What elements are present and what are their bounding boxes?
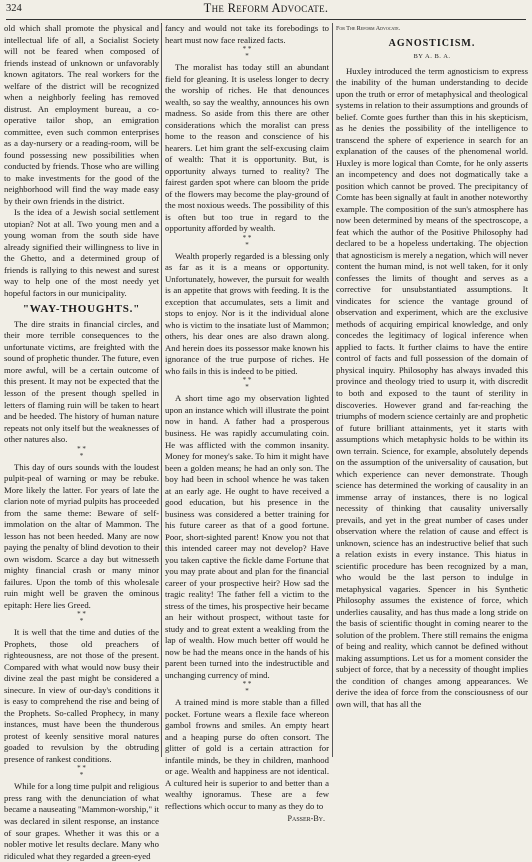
column-2 [165, 23, 329, 824]
article-title: AGNOSTICISM. [388, 37, 476, 49]
for-line: For The Reform Advocate. [336, 26, 401, 32]
header-rule [6, 19, 526, 20]
byline: BY A. B. A. [413, 53, 451, 61]
column-divider [332, 23, 333, 757]
paragraph: fancy and would not take its forebodings to heart must now face realized facts. [165, 23, 329, 45]
paragraph: old which shall promote the physical and intellectual life of all, a Socialist Society will not be feared when composed of friends instead of unknown or unfavorably known agitators. The real workers for the welfare of the district will be recognized when a neighborly feeling has removed distrust. An employment bureau, a co-operative tailor shop, an emigration committee, even such common enterprises as a day-nursery or a reading-room, will be found possessing new possibilities when conducted by friends. Those who are willing to make investments for the good of the neighborhood will find the way made easy by their own friends in the district. [4, 23, 159, 206]
asterism: * * * [242, 376, 252, 392]
paragraph: A trained mind is more stable than a filled pocket. Fortune wears a flexile face whereon gambol frowns and smiles. An empty heart and a heaping purse do often consort. The glitter of gold is a certain attraction for infantile minds, be they in children, manhood or age. Wealth and happiness are not identical. A cultured heir is superior to and better than a wealthy ignoramus. These are a few reflections which occur to many as they do to [165, 697, 329, 811]
paragraph: This day of ours sounds with the loudest pulpit-peal of warning or may be rebuke. More likely the latter. For years of late the clarion note of myriad pulpits has proceeded from the same theme: Beware of self-immolation on the altar of Mammon. The lesson has not been heeded. Many are now paying the penalty of blind devotion to their own wisdom. Scarce a day but witnesseth mighty financial crash or many minor failures. Upon the tomb of this wholesale ruin might well be graven the ominous epitaph: Here lies Greed. [4, 461, 159, 610]
section-heading: "WAY-THOUGHTS." [22, 303, 141, 316]
asterism: * * * [77, 610, 86, 626]
asterism: * * * [242, 45, 252, 61]
asterism: * * * [77, 444, 86, 460]
column-3 [336, 23, 528, 757]
column-divider [161, 23, 162, 757]
paragraph: It is well that the time and duties of the Prophets, those old preachers of righteousness, are not those of the present. Compared with what would now busy their divine zeal the past might be considered a sinecure. In view of our-day's conditions it is easy to comprehend the rise and being of the Prophets. So-called Prophecy, in many instances, must have been the thunderous protest of keenly sensitive moral natures goaded to revulsion by the obtruding presence of rankest conditions. [4, 627, 159, 764]
paragraph: Huxley introduced the term agnosticism to express the inability of the human understanding to decide upon the truth or error of metaphysical and theological systems in relation to their assumptions and grounds of belief. Comte goes further than this in his skepticism, as he denies the possibility of the intelligence to transcend the sphere of experience in search for an explanation of the causes of the phenomenal world. Huxley is more logical than Comte, for he only asserts an incompetency and does not dogmatically take a position which cannot be proved. The precipitancy of Comte has been signally at fault in another noteworthy example. The composition of the sun's atmosphere has now been determined by means of the spectroscope, a feat which the author of the Positive Philosophy had declared to be a hopeless undertaking. The objection that agnosticism is merely a negation, which will never content the human mind, is not well taken, for it only confesses the limits of thought and serves as a corrective for unsubstantiated assumptions. It vindicates for science the vantage ground of observation and experiment, which are the exclusive methods of acquiring empirical knowledge, and only concedes the legitimacy of logical inference when applied to facts. It further claims to have the entire control of facts and full possession of the domain of physical inquiry. Philosophy has always invaded this province and theology tried to usurp it, with discredit to both and exposed to the taunt of sterility in discoveries. However grand and far-reaching the triumphs of modern science certainly are and prophetic of future brilliant attainments, yet it starts with assumptions which metaphysic holds to be within its own terrain. Science, for example, absolutely depends on the assumption of the universality of causation, but which experience can never demonstrate. Though science has determined the working of causality in an immense array of instances, there is no logical necessity of thinking that causality universally prevails, and yet in the great number of cases under observation where the relation of cause and effect is unknown, science has an indestructive belief that such a relation exists in every instance. This hiatus in scientific procedure has been recognized by a man, who would be the last person to indulge in metaphysical vagaries. Spencer in his Synthetic Philosophy assumes the existence of force, which underlies causality, and has thus made a long stride on the basis of scientific thought in coming nearer to the solution of the problem. There still remains the enigma of being and reality, which cannot be defined without making assumptions. Let us for a moment consider the subject of force, that by a necessity of thought implies the condition of changes among appearances. We derive the idea of force from the consciousness of our own will, that has all the [336, 65, 528, 709]
paragraph: While for a long time pulpit and religious press rang with the denunciation of what became a nauseating "Mammon-worship," it was declared in silent response, an instance of sour grapes. Whether it was this or a nobler motive let results declare. Many who ridiculed what they regarded a green-eyed [4, 781, 159, 861]
page-number: 324 [6, 3, 22, 14]
paragraph: A short time ago my observation lighted upon an instance which will illustrate the point now in hand. A father had a prosperous business. He was rapidly accumulating coin. He was afflicted with the common insanity. Money for money's sake. To him it might have been a golden means; he had an only son. The boy had been in school whence he was taken at an early age. He ought to have received a good education, but his presence in the business was considered a better training for his future career as that of a good fortune. Poor, short-sighted parent! Know you not that this intended career may not develop? Have you taken captive the fickle dame Fortune that you may prate about and plan for the financial career of your prospective heir? How sad the tragic reality! The father fell a victim to the stress of the times, his prospective heir became an heir without prospect, without taste for study and to great extent a weakling from the lap of wealth. How much better off would he now be had the means once in the hands of his parent been turned into the indestructible and unchanging currency of mind. [165, 393, 329, 680]
asterism: * * * [242, 680, 252, 696]
paragraph: The moralist has today still an abundant field for gleaning. It is useless longer to decry the worship of riches. He that denounces wealth, so say the wealthy, announces his own madness. So aside from this there are other considerations which the moralist can press home to the reason and conscience of his hearers. Let him grant the self-excusing claim of wealth: That it is opportunity. But, is opportunity always turned to reality? The fairest garden spot where can bloom the pride of the flowers may become the play-ground of the most noxious weeds. The possibility of this is often but too true in regard to the opportunity afforded by wealth. [165, 62, 329, 234]
publication-title: The Reform Advocate. [203, 1, 329, 15]
paragraph: The dire straits in financial circles, and their more terrible consequences to the unfortunate victims, are freighted with the sound of prophetic thunder. The future, even more awful, will be a certain outcome of this present. It may not be expected that the lesson of the present though spelled in letters of flaming ruin will be taken to heart and be heeded. The history of human nature repeats not only itself but the weaknesses of other natures also. [4, 318, 159, 445]
paragraph: Is the idea of a Jewish social settlement utopian? Not at all. Two young men and a young woman from the south side have already signified their willingness to live in the Ghetto, and a determined group of friends is rallying to this newest and surest way to help one of the most needy yet hopeful factors in our municipality. [4, 207, 159, 298]
paragraph: Wealth properly regarded is a blessing only as far as it is a means or opportunity. Unfortunately, however, the pursuit for wealth is an appetite that grows with feeding. It is the exception that accumulates, sets a limit and stops to enjoy. Nor is it the individual alone who is victim to the insatiate lust of Mammon; others, his dear ones are also drawn along. And herein does its possessor make known his ignorance of the true purpose of riches. He who fails in this is indeed to be pitied. [165, 250, 329, 376]
asterism: * * * [77, 764, 86, 780]
page-header [0, 0, 532, 22]
signature: Passer-By. [287, 814, 325, 824]
column-1 [4, 23, 159, 861]
asterism: * * * [242, 233, 252, 249]
